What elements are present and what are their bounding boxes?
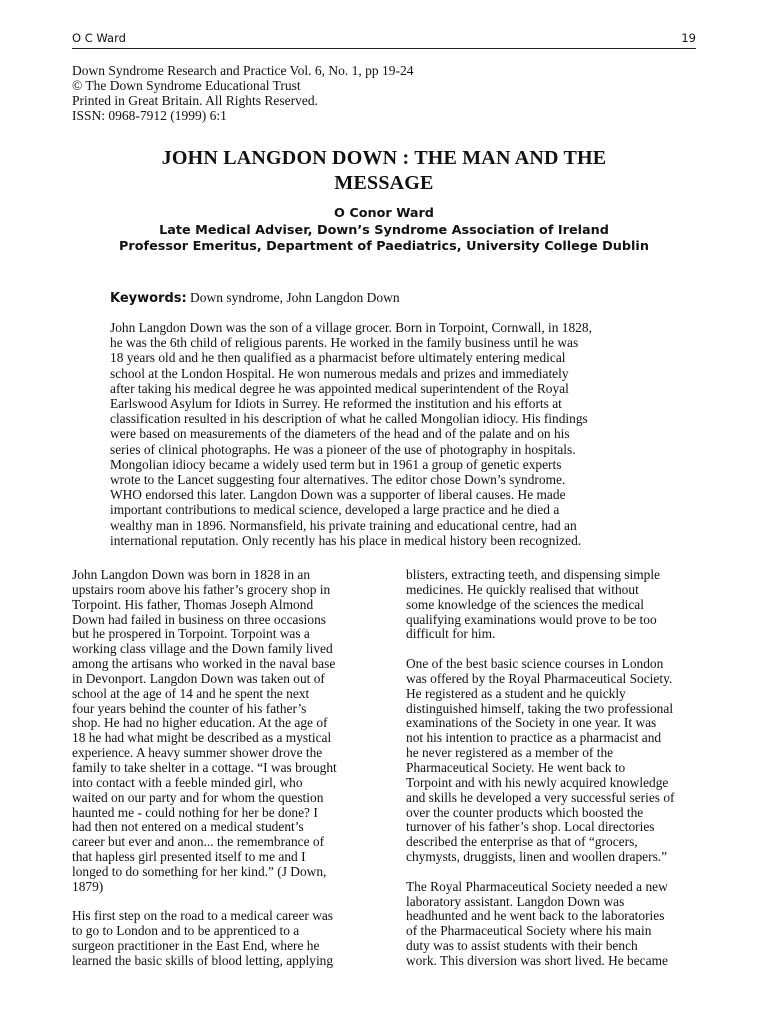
abstract-line: wrote to the Lancet suggesting four alternatives. The editor chose Down’s syndrome. (110, 472, 566, 488)
body-text-line: chymysts, druggists, linen and woollen drapers.” (406, 849, 668, 865)
keywords-label: Keywords: (110, 291, 187, 306)
body-text-line: over the counter products which boosted the (406, 804, 644, 820)
abstract-line: John Langdon Down was the son of a village grocer. Born in Torpoint, Cornwall, in 1828, (110, 320, 592, 335)
body-text-line: family to take shelter in a cottage. “I was brought (72, 759, 337, 775)
body-text-line: Torpoint. His father, Thomas Joseph Almond (72, 596, 314, 612)
body-text-line: school at the age of 14 and he spent the next (72, 685, 310, 701)
body-text-line: waited on our party and for whom the question (72, 789, 324, 805)
abstract-line: were based on measurements of the diameters of the head and of the palate and on his (110, 426, 570, 442)
body-text-line: not his intention to practice as a pharmacist and (406, 730, 662, 746)
body-text-line: was offered by the Royal Pharmaceutical Society. (406, 670, 673, 686)
body-text-line: surgeon practitioner in the East End, where he (72, 938, 320, 954)
body-text-line: examinations of the Society in one year. It was (406, 715, 657, 731)
body-text-line: He registered as a student and he quickly (406, 685, 626, 701)
body-text-line: Down had failed in business on three occasions (72, 611, 326, 627)
body-text-line: laboratory assistant. Langdon Down was (406, 893, 625, 909)
abstract-line: he was the 6th child of religious parents. He worked in the family business until he was (110, 335, 579, 351)
title-line: JOHN LANGDON DOWN : THE MAN AND THE (161, 147, 607, 169)
author-name: O Conor Ward (334, 206, 434, 221)
body-text-line: had then not entered on a medical student’s (72, 819, 304, 835)
author-affiliation: Late Medical Adviser, Down’s Syndrome Association of Ireland (159, 222, 609, 238)
running-header (72, 31, 696, 47)
abstract (110, 320, 690, 548)
abstract-line: wealthy man in 1896. Normansfield, his private training and educational centre, had an (110, 517, 577, 533)
body-text-line: headhunted and he went back to the laboratories (406, 908, 665, 924)
body-text-line: learned the basic skills of blood letting, applying (72, 952, 334, 968)
publication-info (72, 63, 592, 123)
body-text-line: shop. He had no higher education. At the age of (72, 715, 328, 731)
body-text-line: work. This diversion was short lived. He became (406, 952, 668, 968)
body-text-line: distinguished himself, taking the two professional (406, 700, 674, 716)
running-author: O C Ward (72, 31, 126, 45)
body-text-line: John Langdon Down was born in 1828 in an (72, 567, 311, 582)
abstract-line: after taking his medical degree he was appointed medical superintendent of the Royal (110, 380, 569, 396)
author-block (72, 206, 696, 256)
abstract-line: 18 years old and he then qualified as a pharmacist before ultimately entering medical (110, 350, 566, 366)
body-text-line: some knowledge of the sciences the medical (406, 596, 644, 612)
author-affiliation: Professor Emeritus, Department of Paediatrics, University College Dublin (119, 239, 649, 254)
body-text-line: 18 he had what might be described as a mystical (72, 730, 332, 746)
keywords-text: Down syndrome, John Langdon Down (189, 290, 400, 305)
body-text-line: in Devonport. Langdon Down was taken out of (72, 670, 325, 686)
abstract-line: school at the London Hospital. He won numerous medals and prizes and immediately (110, 365, 569, 381)
abstract-line: classification resulted in his description of what he called Mongolian idiocy. His findings (110, 411, 588, 427)
page-number: 19 (681, 31, 696, 45)
body-text-line: that hapless girl presented itself to me and I (72, 849, 306, 865)
body-text-line: described the enterprise as that of “grocers, (406, 834, 638, 850)
publication-line: Down Syndrome Research and Practice Vol. 6, No. 1, pp 19-24 (72, 63, 414, 78)
body-text-line: working class village and the Down family lived (72, 641, 333, 657)
abstract-line: series of clinical photographs. He was a pioneer of the use of photography in hospitals. (110, 441, 576, 457)
abstract-line: Mongolian idiocy became a widely used term but in 1961 a group of genetic experts (110, 456, 562, 472)
abstract-line: international reputation. Only recently has his place in medical history been recognized. (110, 532, 582, 548)
publication-line: ISSN: 0968-7912 (1999) 6:1 (72, 108, 227, 123)
body-text-line: The Royal Pharmaceutical Society needed a new (406, 878, 668, 894)
body-text-line: among the artisans who worked in the naval base (72, 656, 336, 672)
body-text-line: 1879) (72, 878, 104, 894)
body-text-line: medicines. He quickly realised that without (406, 581, 639, 597)
abstract-line: Earlswood Asylum for Idiots in Surrey. He reformed the institution and his efforts at (110, 396, 562, 412)
publication-line: Printed in Great Britain. All Rights Reserved. (72, 93, 318, 108)
paragraph-gap (406, 865, 736, 880)
abstract-line: WHO endorsed this later. Langdon Down was a supporter of liberal causes. He made (110, 487, 566, 503)
body-text-line: haunted me - could nothing for her be done? I (72, 804, 318, 820)
body-text-line: to go to London and to be apprenticed to a (72, 923, 300, 939)
article-title (72, 146, 696, 196)
body-text-line: four years behind the counter of his father’s (72, 700, 307, 716)
abstract-line: important contributions to medical science, developed a large practice and he died a (110, 502, 560, 518)
body-text-line: One of the best basic science courses in London (406, 656, 664, 672)
keywords (110, 290, 670, 306)
body-column-right (406, 568, 736, 969)
body-text-line: and skills he developed a very successful series of (406, 789, 675, 805)
body-text-line: qualifying examinations would prove to be too (406, 611, 657, 627)
paragraph-gap (406, 642, 736, 657)
body-text-line: turnover of his father’s shop. Local directories (406, 819, 655, 835)
body-column-left (72, 568, 392, 969)
body-text-line: His first step on the road to a medical career was (72, 908, 334, 924)
publication-line: © The Down Syndrome Educational Trust (72, 78, 301, 93)
paragraph-gap (72, 895, 392, 910)
body-text-line: longed to do something for her kind.” (J Down, (72, 863, 327, 879)
body-text-line: of the Pharmaceutical Society where his main (406, 923, 652, 939)
body-text-line: experience. A heavy summer shower drove the (72, 745, 323, 761)
body-text-line: Torpoint and with his newly acquired knowledge (406, 774, 669, 790)
body-text-line: career but ever and anon... the remembrance of (72, 834, 325, 850)
body-text-line: duty was to assist students with their bench (406, 938, 638, 954)
body-text-line: into contact with a feeble minded girl, who (72, 774, 303, 790)
body-text-line: difficult for him. (406, 626, 496, 642)
body-text-line: but he prospered in Torpoint. Torpoint was a (72, 626, 310, 642)
header-rule (72, 48, 696, 49)
title-line: MESSAGE (334, 172, 434, 194)
body-text-line: Pharmaceutical Society. He went back to (406, 759, 626, 775)
body-text-line: blisters, extracting teeth, and dispensing simple (406, 567, 660, 582)
body-text-line: he never registered as a member of the (406, 745, 614, 761)
body-text-line: upstairs room above his father’s grocery shop in (72, 581, 331, 597)
